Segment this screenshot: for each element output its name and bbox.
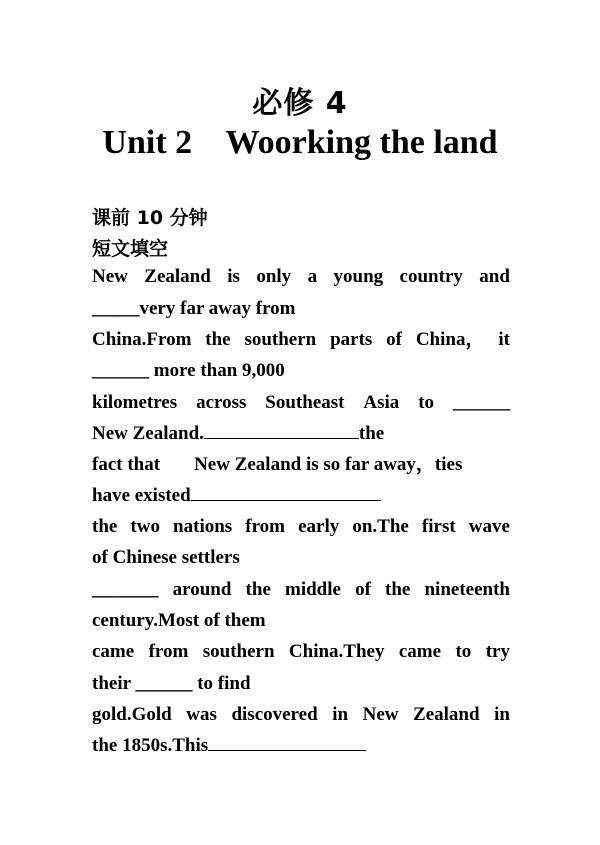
word: middle — [285, 579, 341, 600]
passage-line-8 — [92, 484, 510, 508]
word: around — [172, 579, 232, 600]
fill-blank: ______ — [135, 673, 193, 694]
word: and — [479, 266, 510, 287]
word: the — [385, 579, 411, 600]
text: very far away from — [139, 298, 296, 319]
passage-line-5 — [92, 391, 510, 415]
passage-line-1 — [92, 265, 510, 289]
unit-title: Unit 2 Woorking the land — [102, 124, 498, 161]
passage-line-9 — [92, 515, 510, 539]
answer-line — [204, 422, 359, 439]
answer-line — [208, 734, 366, 751]
text: to find — [197, 673, 251, 694]
word: New — [362, 704, 399, 725]
word: it — [498, 329, 510, 350]
text: more than 9,000 — [149, 360, 285, 381]
word: Zealand — [144, 266, 211, 287]
text: have existed — [92, 485, 191, 506]
passage-line-2 — [92, 297, 510, 321]
passage-line-14 — [92, 672, 510, 696]
fill-blank: _____ — [92, 298, 140, 319]
word: nineteenth — [424, 579, 510, 600]
word: China， — [415, 329, 485, 350]
section-subheading: 短文填空 — [92, 238, 169, 260]
word: is — [227, 266, 240, 287]
word: came — [92, 641, 135, 662]
word: nations — [173, 516, 233, 537]
word: discovered — [231, 704, 318, 725]
word: parts — [330, 329, 373, 350]
passage-line-15 — [92, 703, 510, 727]
word: southern — [244, 329, 317, 350]
word: across — [196, 392, 247, 413]
word: the — [245, 579, 271, 600]
word: Asia — [363, 392, 400, 413]
passage-line-6 — [92, 422, 510, 446]
passage-line-10 — [92, 546, 510, 570]
book-title: 必修 4 — [252, 86, 348, 121]
fill-blank: _______ — [92, 579, 159, 600]
word: to — [418, 392, 435, 413]
passage-line-3 — [92, 328, 510, 352]
text: the 1850s.This — [92, 735, 209, 756]
word: only — [256, 266, 292, 287]
passage-line-13 — [92, 640, 510, 664]
word: gold.Gold — [92, 704, 172, 725]
fill-blank: ______ — [92, 360, 149, 381]
word: was — [186, 704, 217, 725]
word: from — [148, 641, 189, 662]
text: New Zealand is so far away，ties — [194, 454, 463, 475]
passage-line-4 — [92, 359, 510, 383]
word: of — [355, 579, 371, 600]
word: a — [307, 266, 318, 287]
word: Southeast — [265, 392, 345, 413]
word: young — [333, 266, 384, 287]
passage-line-7 — [92, 453, 510, 477]
word: wave — [468, 516, 510, 537]
word: first — [421, 516, 456, 537]
text: the — [358, 423, 385, 444]
text: their — [92, 673, 131, 694]
passage-line-12 — [92, 609, 510, 633]
word: the — [205, 329, 231, 350]
answer-line — [191, 484, 381, 501]
word: China.They — [288, 641, 385, 662]
word: early — [298, 516, 340, 537]
section-heading: 课前 10 分钟 — [92, 207, 208, 229]
word: from — [245, 516, 286, 537]
word: in — [332, 704, 349, 725]
word: New — [92, 266, 128, 287]
word: came — [398, 641, 442, 662]
passage-line-11 — [92, 578, 510, 602]
text: fact that — [92, 454, 161, 475]
text: New Zealand. — [92, 423, 204, 444]
text: century.Most of them — [92, 610, 266, 631]
word: in — [494, 704, 510, 725]
passage-line-16 — [92, 734, 510, 758]
word: try — [485, 641, 510, 662]
word: country — [399, 266, 463, 287]
word: southern — [202, 641, 275, 662]
word: on.The — [352, 516, 409, 537]
word: to — [455, 641, 472, 662]
word: of — [386, 329, 402, 350]
text: of Chinese settlers — [92, 547, 240, 568]
word: the — [92, 516, 118, 537]
word: China.From — [92, 329, 192, 350]
word: Zealand — [413, 704, 480, 725]
word: kilometres — [92, 392, 178, 413]
word: two — [130, 516, 160, 537]
fill-blank: ______ — [452, 392, 510, 413]
